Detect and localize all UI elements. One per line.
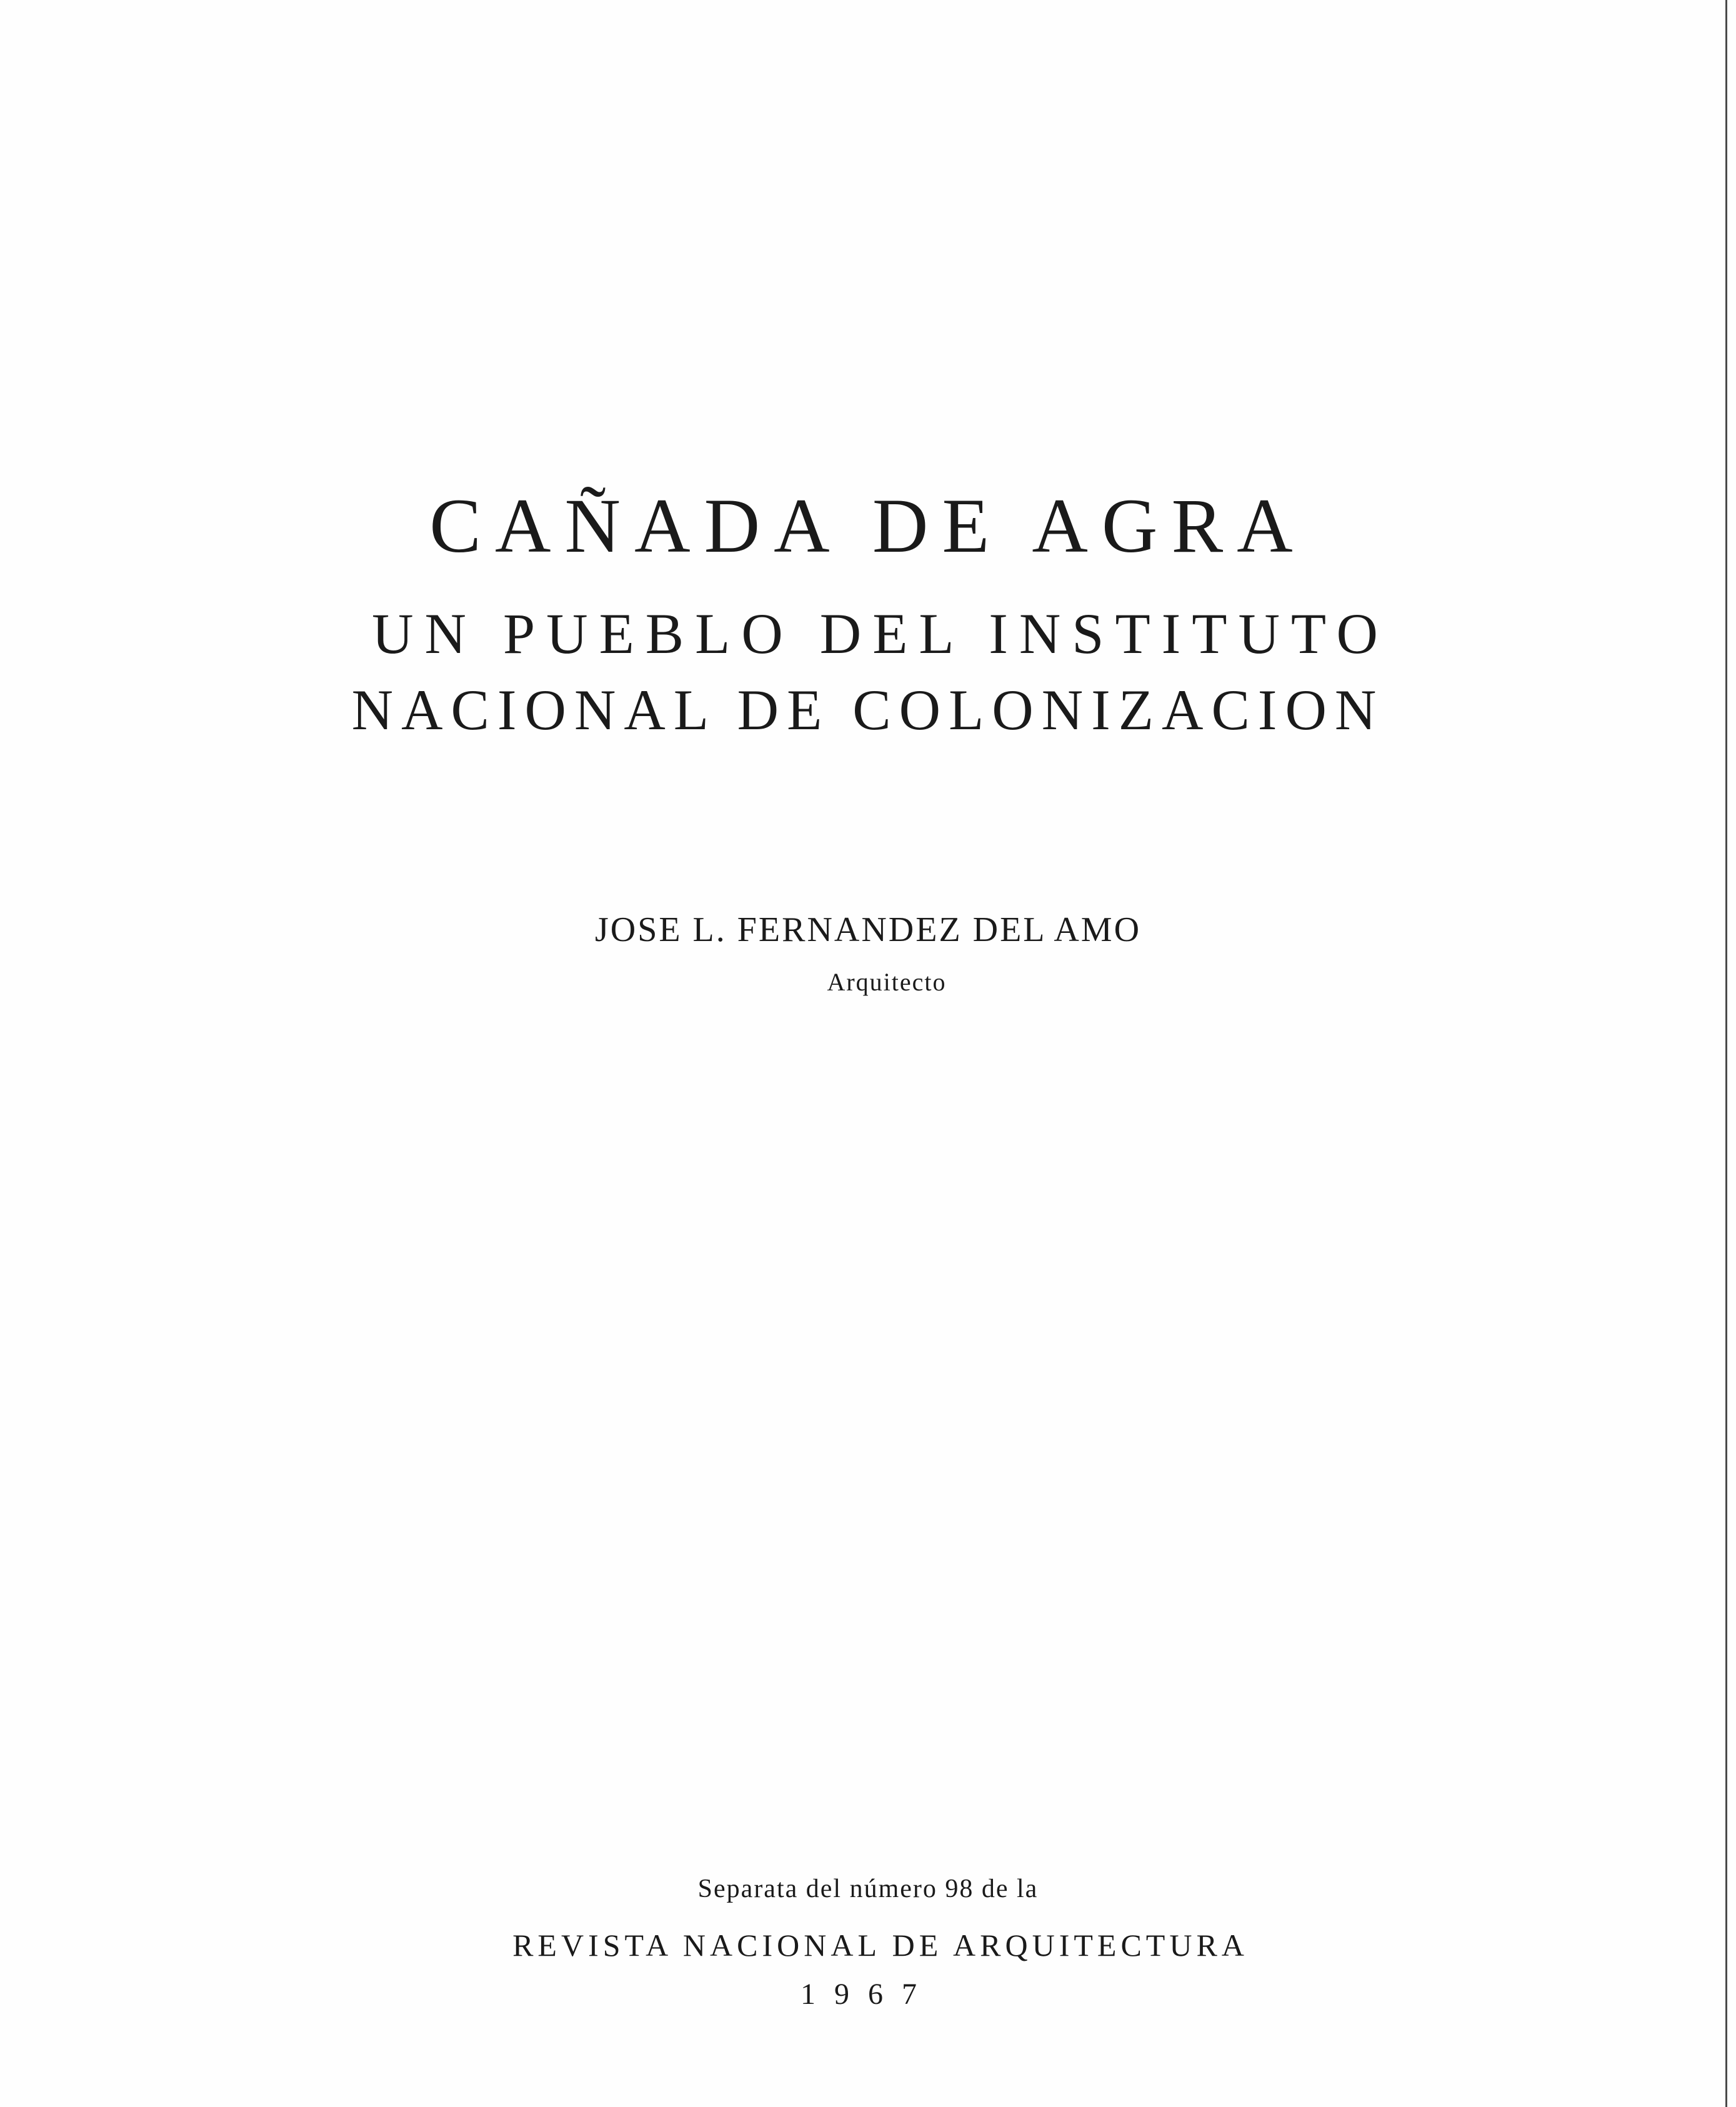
journal-name: REVISTA NACIONAL DE ARQUITECTURA: [512, 1928, 1249, 1963]
publication-year: 1967: [801, 1978, 935, 2011]
document-title: CAÑADA DE AGRA: [429, 483, 1307, 569]
document-subtitle-line-2: NACIONAL DE COLONIZACION: [351, 678, 1385, 742]
separata-note: Separata del número 98 de la: [697, 1875, 1039, 1903]
page-edge-shadow: [1725, 0, 1727, 2107]
author-role: Arquitecto: [827, 968, 947, 996]
document-subtitle-line-1: UN PUEBLO DEL INSTITUTO: [372, 602, 1389, 665]
author-name: JOSE L. FERNANDEZ DEL AMO: [594, 910, 1142, 949]
